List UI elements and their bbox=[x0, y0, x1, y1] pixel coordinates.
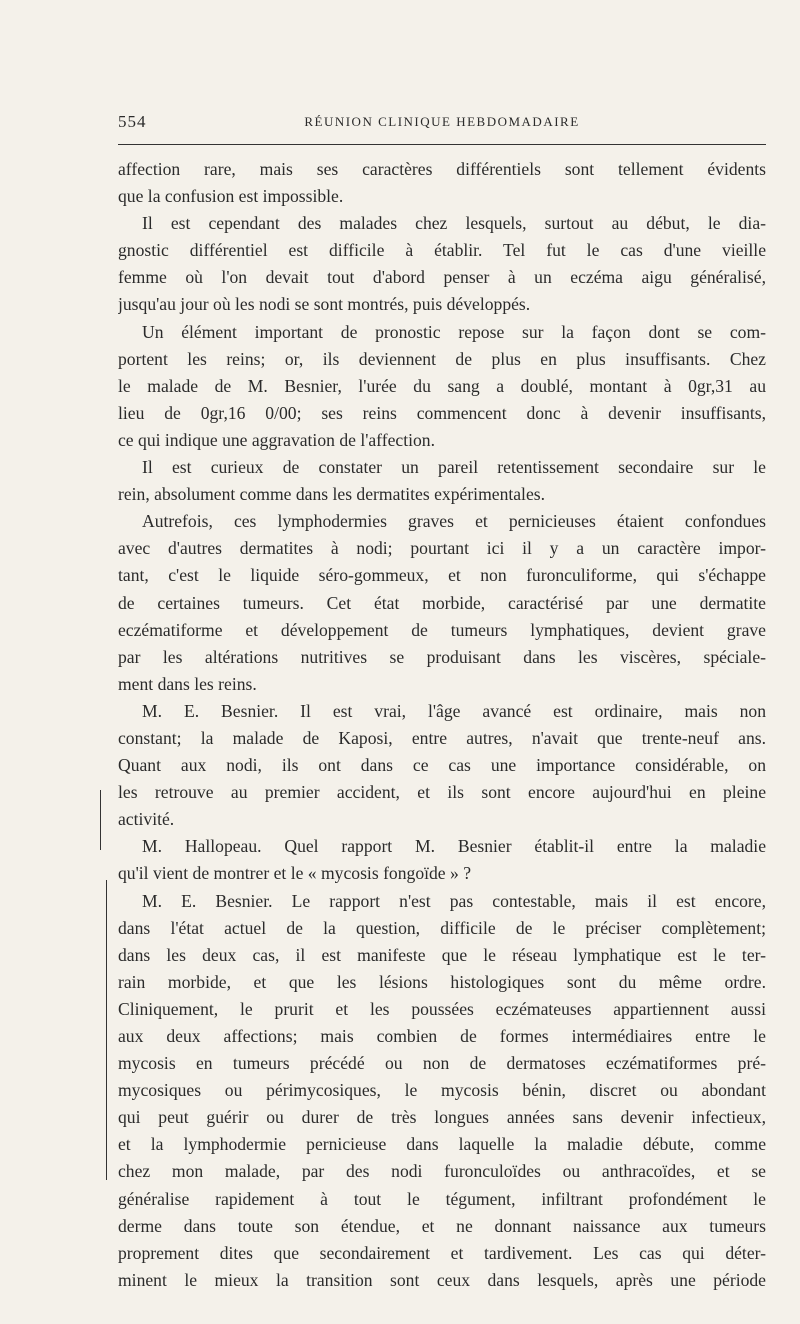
body-text bbox=[118, 156, 766, 1294]
text-line: ment dans les reins. bbox=[118, 673, 257, 694]
text-line: et la lymphodermie pernicieuse dans laquelle la maladie débute, comme bbox=[118, 1134, 766, 1155]
text-line: lieu de 0gr,16 0/00; ses reins commencent donc à devenir insuffisants, bbox=[118, 402, 766, 423]
text-line: minent le mieux la transition sont ceux dans lesquels, après une période bbox=[118, 1269, 766, 1290]
text-line: dans les deux cas, il est manifeste que le réseau lymphatique est le ter- bbox=[118, 944, 766, 965]
text-line: avec d'autres dermatites à nodi; pourtant ici il y a un caractère impor- bbox=[118, 538, 766, 559]
text-line: que la confusion est impossible. bbox=[118, 186, 344, 207]
text-line: chez mon malade, par des nodi furonculoïdes ou anthracoïdes, et se bbox=[118, 1161, 766, 1182]
text-line: eczématiforme et développement de tumeurs lymphatiques, devient grave bbox=[118, 619, 766, 640]
text-line: les retrouve au premier accident, et ils sont encore aujourd'hui en pleine bbox=[118, 782, 766, 803]
text-line: M. Hallopeau. Quel rapport M. Besnier établit-il entre la maladie bbox=[142, 836, 766, 857]
text-line: dans l'état actuel de la question, difficile de le préciser complètement; bbox=[118, 917, 766, 938]
text-line: proprement dites que secondairement et tardivement. Les cas qui déter- bbox=[118, 1242, 766, 1263]
text-line: femme où l'on devait tout d'abord penser à un eczéma aigu généralisé, bbox=[118, 267, 766, 288]
running-head: RÉUNION CLINIQUE HEBDOMADAIRE bbox=[304, 114, 580, 129]
text-line: Un élément important de pronostic repose sur la façon dont se com- bbox=[142, 321, 766, 342]
text-line: derme dans toute son étendue, et ne donnant naissance aux tumeurs bbox=[118, 1215, 766, 1236]
text-line: qui peut guérir ou durer de très longues années sans devenir infectieux, bbox=[118, 1107, 766, 1128]
text-line: tant, c'est le liquide séro-gommeux, et non furonculiforme, qui s'échappe bbox=[118, 565, 766, 586]
page-header bbox=[118, 112, 766, 136]
text-line: aux deux affections; mais combien de formes intermédiaires entre le bbox=[118, 1026, 766, 1046]
text-line: Autrefois, ces lymphodermies graves et pernicieuses étaient confondues bbox=[142, 511, 766, 532]
text-line: Il est curieux de constater un pareil retentissement secondaire sur le bbox=[142, 457, 766, 478]
text-line: Quant aux nodi, ils ont dans ce cas une importance considérable, on bbox=[118, 755, 766, 776]
text-line: M. E. Besnier. Il est vrai, l'âge avancé est ordinaire, mais non bbox=[142, 700, 766, 721]
text-line: portent les reins; or, ils deviennent de plus en plus insuffisants. Chez bbox=[118, 348, 766, 369]
margin-mark bbox=[106, 880, 107, 1180]
text-line: constant; la malade de Kaposi, entre autres, n'avait que trente-neuf ans. bbox=[118, 727, 766, 748]
text-line: mycosis en tumeurs précédé ou non de dermatoses eczématiformes pré- bbox=[118, 1053, 766, 1074]
text-line: M. E. Besnier. Le rapport n'est pas contestable, mais il est encore, bbox=[142, 890, 766, 911]
text-line: de certaines tumeurs. Cet état morbide, caractérisé par une dermatite bbox=[118, 592, 766, 613]
text-line: le malade de M. Besnier, l'urée du sang a doublé, montant à 0gr,31 au bbox=[118, 375, 766, 396]
page-number: 554 bbox=[118, 112, 147, 131]
text-line: généralise rapidement à tout le tégument, infiltrant profondément le bbox=[118, 1188, 766, 1209]
text-line: Il est cependant des malades chez lesquels, surtout au début, le dia- bbox=[142, 213, 766, 234]
header-rule bbox=[118, 144, 766, 145]
text-line: rain morbide, et que les lésions histologiques sont du même ordre. bbox=[118, 971, 766, 992]
text-line: affection rare, mais ses caractères différentiels sont tellement évidents bbox=[118, 159, 766, 179]
text-line: ce qui indique une aggravation de l'affection. bbox=[118, 429, 435, 450]
text-line: Cliniquement, le prurit et les poussées eczémateuses appartiennent aussi bbox=[118, 998, 766, 1019]
text-line: mycosiques ou périmycosiques, le mycosis bénin, discret ou abondant bbox=[118, 1080, 766, 1101]
text-line: par les altérations nutritives se produisant dans les viscères, spéciale- bbox=[118, 646, 766, 667]
text-line: qu'il vient de montrer et le « mycosis fongoïde » ? bbox=[118, 863, 472, 884]
margin-mark bbox=[100, 790, 101, 850]
text-line: jusqu'au jour où les nodi se sont montrés, puis développés. bbox=[118, 294, 531, 315]
text-line: activité. bbox=[118, 809, 175, 830]
text-line: rein, absolument comme dans les dermatites expérimentales. bbox=[118, 484, 546, 505]
text-line: gnostic différentiel est difficile à établir. Tel fut le cas d'une vieille bbox=[118, 240, 766, 261]
